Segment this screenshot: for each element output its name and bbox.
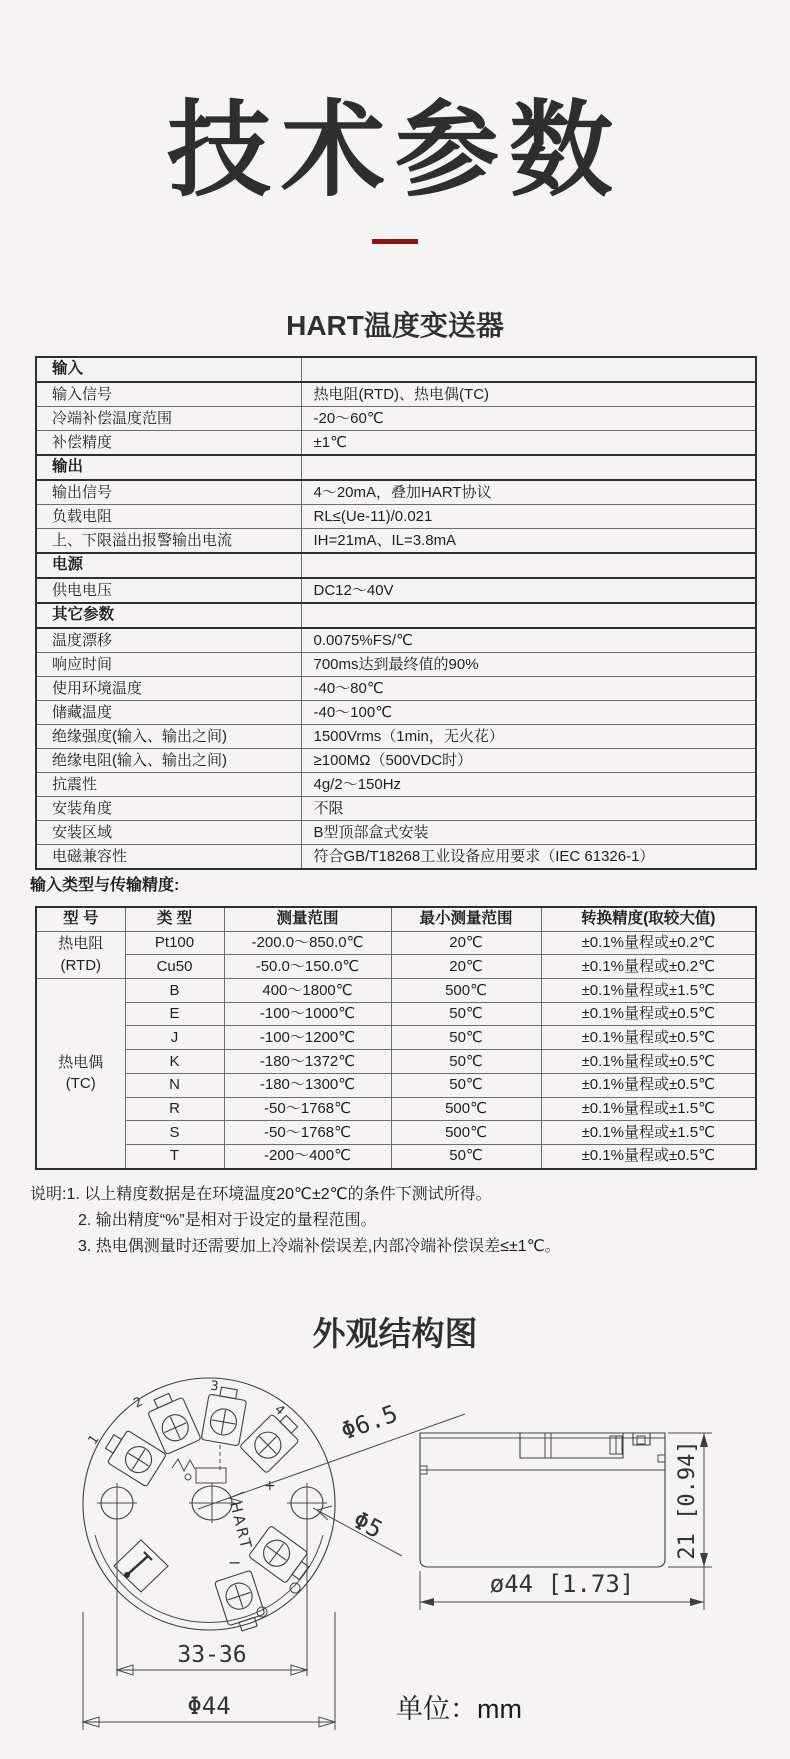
spec-value: DC12～40V (301, 578, 756, 603)
spec-label: 安装区域 (36, 821, 301, 845)
range-range-cell: -100～1000℃ (224, 1002, 391, 1026)
range-range-cell: -50～1768℃ (224, 1121, 391, 1145)
spec-label: 补偿精度 (36, 431, 301, 456)
range-type-cell: K (125, 1050, 224, 1074)
spec-value: 符合GB/T18268工业设备应用要求（IEC 61326-1） (301, 845, 756, 870)
range-type-cell: E (125, 1002, 224, 1026)
note-line: 3. 热电偶测量时还需要加上冷端补偿误差,内部冷端补偿误差≤±1℃。 (78, 1238, 561, 1255)
spec-value: 热电阻(RTD)、热电偶(TC) (301, 382, 756, 407)
spec-row (36, 382, 756, 407)
range-type-cell: R (125, 1097, 224, 1121)
range-row (36, 1002, 756, 1026)
range-row (36, 931, 756, 955)
spec-row (36, 725, 756, 749)
spec-value: 4g/2～150Hz (301, 773, 756, 797)
spec-row (36, 505, 756, 529)
product-title: HART温度变送器 (286, 310, 504, 341)
range-accuracy-cell: ±0.1%量程或±0.5℃ (541, 1073, 756, 1097)
range-table-body (36, 931, 756, 1168)
range-min-cell: 20℃ (391, 931, 541, 955)
spec-label: 温度漂移 (36, 628, 301, 653)
terminal-label-1: 1 (85, 1432, 103, 1448)
range-row (36, 979, 756, 1003)
screw-terminal-output-plus (248, 1526, 315, 1589)
range-section-label: 输入类型与传输精度: (30, 877, 180, 894)
screw-terminal-output-minus (215, 1570, 268, 1634)
structure-title: 外观结构图 (312, 1315, 478, 1352)
spec-value: 700ms达到最终值的90% (301, 653, 756, 677)
spec-row (36, 653, 756, 677)
width-dim-label: ø44 [1.73] (489, 1570, 635, 1598)
range-min-cell: 50℃ (391, 1144, 541, 1168)
range-model-code: (RTD) (60, 956, 102, 974)
spec-row (36, 773, 756, 797)
spec-value: 1500Vrms（1min，无火花） (301, 725, 756, 749)
range-model-cell (36, 931, 125, 978)
spec-label: 响应时间 (36, 653, 301, 677)
spec-row (36, 628, 756, 653)
range-type-cell: B (125, 979, 224, 1003)
spec-label: 绝缘电阻(输入、输出之间) (36, 749, 301, 773)
spec-value: 0.0075%FS/℃ (301, 628, 756, 653)
range-range-cell: -50～1768℃ (224, 1097, 391, 1121)
range-min-cell: 50℃ (391, 1026, 541, 1050)
spec-value: ≥100MΩ（500VDC时） (301, 749, 756, 773)
range-type-cell: T (125, 1144, 224, 1168)
top-view-drawing (83, 1378, 465, 1730)
small-hole-2 (290, 1583, 300, 1593)
range-range-cell: 400～1800℃ (224, 979, 391, 1003)
mounting-hole-left (97, 1483, 137, 1523)
range-table (35, 906, 757, 1170)
range-min-cell: 500℃ (391, 979, 541, 1003)
range-range-cell: -180～1300℃ (224, 1073, 391, 1097)
unit-label: 单位：mm (396, 1694, 522, 1724)
range-range-cell: -200～400℃ (224, 1144, 391, 1168)
spec-value: -40～80℃ (301, 677, 756, 701)
width-dimension (420, 1567, 704, 1610)
range-type-cell: S (125, 1121, 224, 1145)
spec-label: 储藏温度 (36, 701, 301, 725)
center-hole-dim-label: Φ6.5 (337, 1399, 402, 1446)
spec-value: 4～20mA，叠加HART协议 (301, 480, 756, 505)
spec-value: 不限 (301, 797, 756, 821)
range-accuracy-cell: ±0.1%量程或±0.2℃ (541, 955, 756, 979)
range-row (36, 1050, 756, 1074)
range-row (36, 1026, 756, 1050)
side-housing-outline (420, 1433, 665, 1567)
range-min-cell: 50℃ (391, 1002, 541, 1026)
range-type-cell: Pt100 (125, 931, 224, 955)
spec-value: -40～100℃ (301, 701, 756, 725)
terminal-label-3: 3 (209, 1378, 220, 1395)
range-min-cell: 500℃ (391, 1097, 541, 1121)
range-type-cell: J (125, 1026, 224, 1050)
terminal-label-2: 2 (131, 1394, 146, 1412)
range-min-cell: 500℃ (391, 1121, 541, 1145)
spec-label: 供电电压 (36, 578, 301, 603)
spec-label: 输入 (36, 357, 301, 382)
spec-label: 绝缘强度(输入、输出之间) (36, 725, 301, 749)
range-accuracy-cell: ±0.1%量程或±0.2℃ (541, 931, 756, 955)
spec-label: 负载电阻 (36, 505, 301, 529)
range-column-header: 最小测量范围 (391, 907, 541, 931)
spec-row (36, 603, 756, 628)
spec-value: -20～60℃ (301, 407, 756, 431)
note-line: 说明:1. 以上精度数据是在环境温度20℃±2℃的条件下测试所得。 (30, 1186, 492, 1203)
spec-label: 安装角度 (36, 797, 301, 821)
top-recess-small (633, 1433, 650, 1445)
spec-label: 其它参数 (36, 603, 301, 628)
spec-row (36, 480, 756, 505)
range-row (36, 1144, 756, 1168)
range-accuracy-cell: ±0.1%量程或±1.5℃ (541, 1121, 756, 1145)
spec-row (36, 845, 756, 870)
screw-terminal-4 (240, 1408, 306, 1474)
range-model-code: (TC) (65, 1075, 96, 1093)
center-hole-leader (198, 1399, 465, 1509)
screw-terminal-1 (100, 1425, 167, 1486)
height-dim-label: 21 [0.94] (675, 1440, 700, 1560)
spec-value (301, 455, 756, 480)
range-type-cell: N (125, 1073, 224, 1097)
top-recess-wide (520, 1433, 623, 1458)
range-model-name: 热电偶 (58, 1053, 104, 1071)
spec-row (36, 357, 756, 382)
accent-divider (372, 239, 418, 244)
structure-drawing (0, 1360, 790, 1759)
spec-row (36, 701, 756, 725)
range-model-name: 热电阻 (58, 935, 104, 953)
range-accuracy-cell: ±0.1%量程或±1.5℃ (541, 1097, 756, 1121)
range-type-cell: Cu50 (125, 955, 224, 979)
range-row (36, 1121, 756, 1145)
hart-plus-label: + (264, 1478, 276, 1494)
range-range-cell: -50.0～150.0℃ (224, 955, 391, 979)
hole-spacing-dim-label: 33-36 (177, 1642, 247, 1668)
range-accuracy-cell: ±0.1%量程或±0.5℃ (541, 1002, 756, 1026)
range-column-header: 测量范围 (224, 907, 391, 931)
range-model-cell (36, 979, 125, 1169)
range-range-cell: -180～1372℃ (224, 1050, 391, 1074)
note-line: 2. 输出精度“%”是相对于设定的量程范围。 (78, 1212, 377, 1229)
range-min-cell: 50℃ (391, 1050, 541, 1074)
height-dimension (668, 1433, 712, 1567)
range-min-cell: 20℃ (391, 955, 541, 979)
spec-value: B型顶部盒式安装 (301, 821, 756, 845)
spec-row (36, 749, 756, 773)
spec-label: 使用环境温度 (36, 677, 301, 701)
spec-label: 抗震性 (36, 773, 301, 797)
range-row (36, 1073, 756, 1097)
diameter-dim-label: Φ44 (187, 1692, 231, 1720)
spec-label: 冷端补偿温度范围 (36, 407, 301, 431)
spec-label: 电磁兼容性 (36, 845, 301, 870)
spec-row (36, 529, 756, 554)
spec-value: RL≤(Ue-11)/0.021 (301, 505, 756, 529)
screw-terminal-3 (201, 1385, 248, 1446)
notes-list (30, 1182, 561, 1260)
spec-row (36, 407, 756, 431)
spec-value: IH=21mA、IL=3.8mA (301, 529, 756, 554)
range-accuracy-cell: ±0.1%量程或±0.5℃ (541, 1144, 756, 1168)
screw-terminal-2 (144, 1389, 201, 1455)
spec-label: 上、下限溢出报警输出电流 (36, 529, 301, 554)
range-row (36, 955, 756, 979)
spec-row (36, 578, 756, 603)
spec-row (36, 431, 756, 456)
range-range-cell: -100～1200℃ (224, 1026, 391, 1050)
side-view-drawing (420, 1433, 712, 1610)
page-title: 技术参数 (166, 93, 623, 209)
spec-label: 输出 (36, 455, 301, 480)
spec-value: ±1℃ (301, 431, 756, 456)
spec-table-body (36, 357, 756, 869)
range-column-header: 型 号 (36, 907, 125, 931)
terminal-label-4: 4 (271, 1402, 288, 1419)
range-range-cell: -200.0～850.0℃ (224, 931, 391, 955)
spec-value (301, 553, 756, 578)
spec-label: 输入信号 (36, 382, 301, 407)
mounting-hole-right (287, 1483, 327, 1523)
range-min-cell: 50℃ (391, 1073, 541, 1097)
range-table-head-row (36, 907, 756, 931)
side-hole-dim-label: Φ5 (348, 1505, 388, 1545)
spec-row (36, 455, 756, 480)
spec-row (36, 553, 756, 578)
spec-row (36, 821, 756, 845)
range-accuracy-cell: ±0.1%量程或±0.5℃ (541, 1050, 756, 1074)
spec-row (36, 677, 756, 701)
spec-value (301, 357, 756, 382)
range-accuracy-cell: ±0.1%量程或±0.5℃ (541, 1026, 756, 1050)
range-row (36, 1097, 756, 1121)
hart-minus-label: − (228, 1553, 242, 1572)
spec-label: 输出信号 (36, 480, 301, 505)
spec-row (36, 797, 756, 821)
range-column-header: 类 型 (125, 907, 224, 931)
spec-value (301, 603, 756, 628)
hart-label: HART (226, 1499, 256, 1553)
spec-table (35, 356, 757, 870)
range-accuracy-cell: ±0.1%量程或±1.5℃ (541, 979, 756, 1003)
sensor-wiring-glyph (172, 1445, 226, 1483)
range-column-header: 转换精度(取较大值) (541, 907, 756, 931)
spec-label: 电源 (36, 553, 301, 578)
